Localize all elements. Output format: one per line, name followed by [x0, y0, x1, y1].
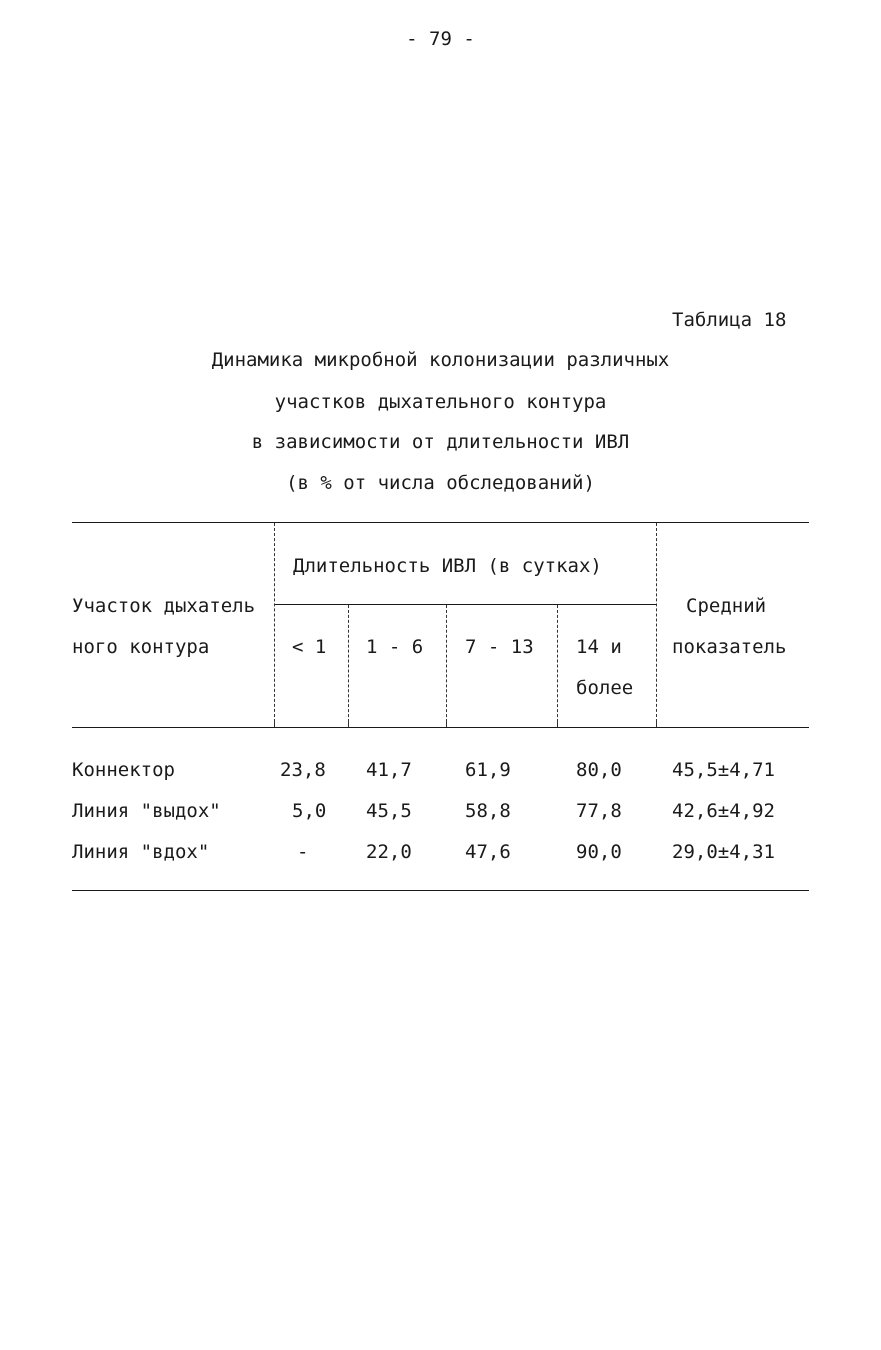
- caption-line-1: Динамика микробной колонизации различных: [211, 349, 670, 371]
- table-bottom-rule: [72, 890, 809, 891]
- row-header-line-1: Участок дыхатель: [72, 595, 256, 617]
- col-header-lt1: < 1: [292, 636, 327, 658]
- cell-value: 77,8: [576, 800, 622, 822]
- cell-value: 45,5: [366, 800, 412, 822]
- cell-average: 42,6±4,92: [672, 800, 775, 822]
- col-header-14: 14 и: [576, 636, 622, 658]
- column-separator: [446, 605, 447, 727]
- column-separator: [557, 605, 558, 727]
- tick-mark: [557, 720, 558, 727]
- group-header: Длительность ИВЛ (в сутках): [293, 555, 602, 577]
- cell-value: 90,0: [576, 841, 622, 863]
- caption-line-2: участков дыхательного контура: [274, 391, 607, 413]
- row-header-line-2: ного контура: [72, 636, 210, 658]
- cell-value: 61,9: [465, 759, 511, 781]
- avg-header-line-1: Средний: [686, 595, 767, 617]
- cell-value: -: [297, 841, 309, 863]
- cell-value: 47,6: [465, 841, 511, 863]
- avg-header-line-2: показатель: [672, 636, 787, 658]
- caption-line-4: (в % от числа обследований): [286, 472, 595, 494]
- tick-mark: [348, 720, 349, 727]
- cell-value: 5,0: [292, 800, 327, 822]
- cell-value: 23,8: [280, 759, 326, 781]
- column-separator: [348, 605, 349, 727]
- column-separator: [656, 523, 657, 727]
- cell-value: 41,7: [366, 759, 412, 781]
- page-number: - 79 -: [406, 28, 475, 50]
- header-bottom-rule: [72, 727, 809, 728]
- group-header-rule: [274, 604, 656, 605]
- cell-average: 45,5±4,71: [672, 759, 775, 781]
- tick-mark: [274, 720, 275, 727]
- col-header-1-6: 1 - 6: [366, 636, 424, 658]
- row-label: Линия "вдох": [72, 841, 210, 863]
- tick-mark: [656, 720, 657, 727]
- table-label: Таблица 18: [672, 309, 787, 331]
- row-label: Коннектор: [72, 759, 175, 781]
- table-top-rule: [72, 522, 809, 523]
- row-label: Линия "выдох": [72, 800, 221, 822]
- cell-value: 58,8: [465, 800, 511, 822]
- column-separator: [274, 523, 275, 727]
- caption-line-3: в зависимости от длительности ИВЛ: [251, 431, 630, 453]
- tick-mark: [446, 720, 447, 727]
- cell-value: 80,0: [576, 759, 622, 781]
- col-header-7-13: 7 - 13: [465, 636, 534, 658]
- cell-average: 29,0±4,31: [672, 841, 775, 863]
- col-header-more: более: [576, 677, 634, 699]
- cell-value: 22,0: [366, 841, 412, 863]
